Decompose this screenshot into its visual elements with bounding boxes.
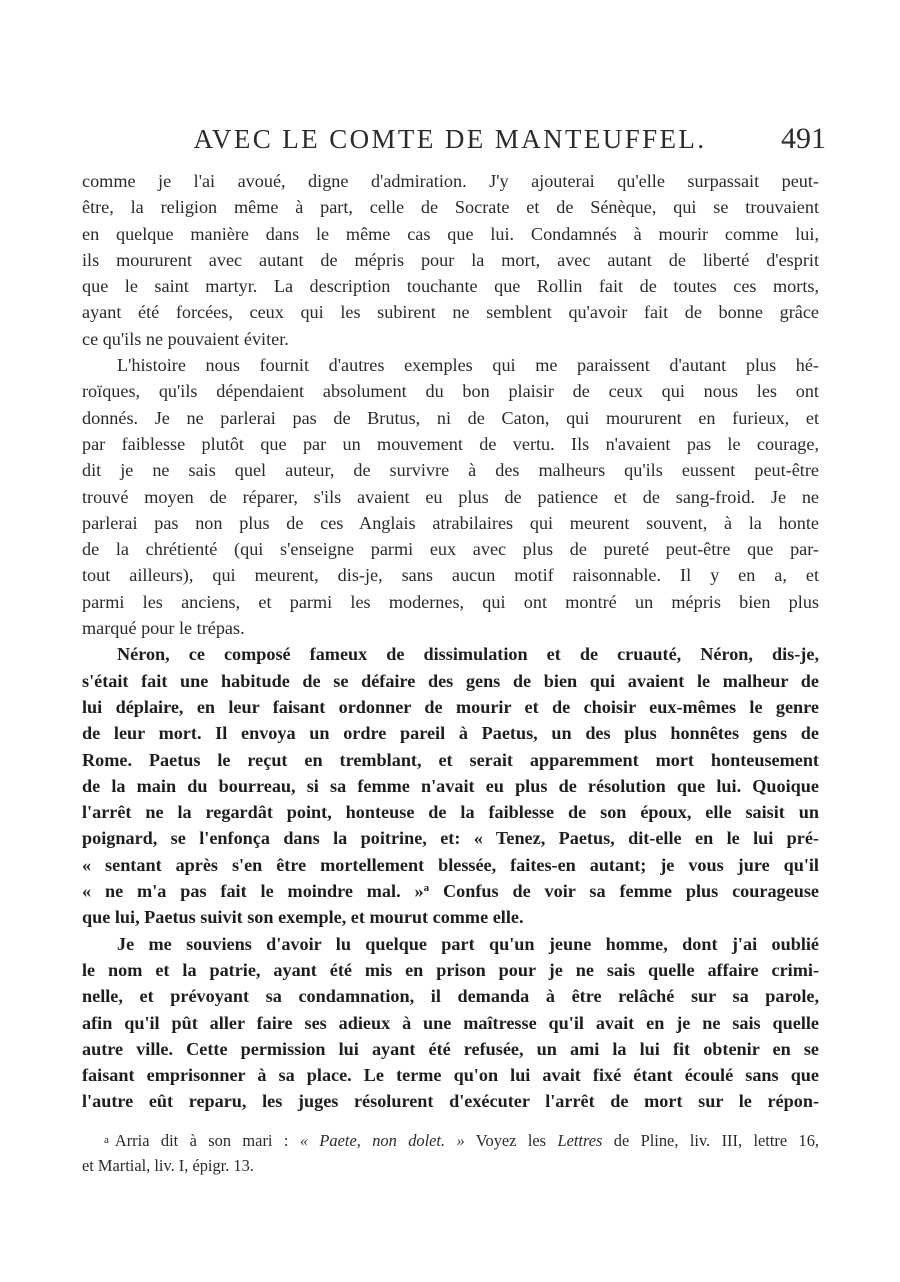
text-line: L'histoire nous fournit d'autres exemples qui me paraissent d'autant plus hé- bbox=[117, 355, 819, 376]
paragraph-3 bbox=[82, 641, 819, 930]
text-line: nelle, et prévoyant sa condamnation, il demanda à être relâché sur sa parole, bbox=[82, 986, 819, 1007]
text-line: l'arrêt ne la regardât point, honteuse de la faiblesse de son époux, elle saisit un bbox=[82, 802, 819, 823]
page-header bbox=[80, 118, 826, 158]
text-line: que lui, Paetus suivit son exemple, et mourut comme elle. bbox=[82, 907, 524, 928]
paragraph-2 bbox=[82, 352, 819, 641]
text-line: de leur mort. Il envoya un ordre pareil à Paetus, un des plus honnêtes gens de bbox=[82, 723, 819, 744]
text-fragment: Confus de voir sa femme plus courageuse bbox=[429, 881, 819, 902]
text-line: ils moururent avec autant de mépris pour la mort, avec autant de liberté d'esprit bbox=[82, 249, 819, 270]
text-line: Je me souviens d'avoir lu quelque part qu'un jeune homme, dont j'ai oublié bbox=[117, 933, 819, 954]
footnote-reference: a bbox=[423, 882, 430, 895]
text-line: ce qu'ils ne pouvaient éviter. bbox=[82, 328, 289, 349]
text-line: trouvé moyen de réparer, s'ils avaient eu plus de patience et de sang-froid. Je ne bbox=[82, 486, 819, 507]
text-line: roïques, qu'ils dépendaient absolument du bon plaisir de ceux qui nous les ont bbox=[82, 381, 819, 402]
text-line-with-note bbox=[82, 878, 819, 904]
text-line: « sentant après s'en être mortellement blessée, faites-en autant; je vous jure qu'il bbox=[82, 854, 819, 875]
text-line: parmi les anciens, et parmi les modernes, qui ont montré un mépris bien plus bbox=[82, 591, 819, 612]
text-line: être, la religion même à part, celle de Socrate et de Sénèque, qui se trouvaient bbox=[82, 197, 819, 218]
text-line: tout ailleurs), qui meurent, dis-je, sans aucun motif raisonnable. Il y en a, et bbox=[82, 565, 819, 586]
paragraph-1 bbox=[82, 168, 819, 352]
text-line: s'était fait une habitude de se défaire des gens de bien qui avaient le malheur de bbox=[82, 670, 819, 691]
text-line: de la main du bourreau, si sa femme n'avait eu plus de résolution que lui. Quoique bbox=[82, 775, 819, 796]
text-line: donnés. Je ne parlerai pas de Brutus, ni de Caton, qui moururent en furieux, et bbox=[82, 407, 819, 428]
text-line: en quelque manière dans le même cas que lui. Condamnés à mourir comme lui, bbox=[82, 223, 819, 244]
text-line: afin qu'il pût aller faire ses adieux à une maîtresse qu'il avait en je ne sais quelle bbox=[82, 1012, 819, 1033]
text-line: poignard, se l'enfonça dans la poitrine, et: « Tenez, Paetus, dit-elle en le lui pré- bbox=[82, 828, 819, 849]
text-line: Rome. Paetus le reçut en tremblant, et serait apparemment mort honteusement bbox=[82, 749, 819, 770]
text-line: Néron, ce composé fameux de dissimulation et de cruauté, Néron, dis-je, bbox=[117, 644, 819, 665]
running-title: AVEC LE COMTE DE MANTEUFFEL. bbox=[193, 124, 707, 154]
text-line: lui déplaire, en leur faisant ordonner de mourir et de choisir eux-mêmes le genre bbox=[82, 696, 819, 717]
text-fragment: « ne m'a pas fait le moindre mal. » bbox=[82, 881, 424, 902]
footnote-line bbox=[82, 1128, 819, 1153]
latin-quote: « Paete, non dolet. » bbox=[299, 1131, 465, 1150]
footnote bbox=[82, 1128, 819, 1178]
page-number: 491 bbox=[781, 122, 826, 155]
work-title: Lettres bbox=[557, 1131, 603, 1150]
text-line: de la chrétienté (qui s'enseigne parmi eux avec plus de pureté peut-être que par- bbox=[82, 539, 819, 560]
text-line: le nom et la patrie, ayant été mis en prison pour je ne sais quelle affaire crimi- bbox=[82, 959, 819, 980]
text-line: que le saint martyr. La description touchante que Rollin fait de toutes ces morts, bbox=[82, 276, 819, 297]
text-line: faisant emprisonner à sa place. Le terme qu'on lui avait fixé étant écoulé sans que bbox=[82, 1065, 819, 1086]
body-text bbox=[82, 168, 819, 1115]
text-fragment: Voyez les bbox=[464, 1131, 558, 1150]
text-line: ayant été forcées, ceux qui les subirent ne semblent qu'avoir fait de bonne grâce bbox=[82, 302, 819, 323]
text-fragment: de Pline, liv. III, lettre 16, bbox=[602, 1131, 819, 1150]
text-line: dit je ne sais quel auteur, de survivre à des malheurs qu'ils eussent peut-être bbox=[82, 460, 819, 481]
text-line: l'autre eût reparu, les juges résolurent d'exécuter l'arrêt de mort sur le répon- bbox=[82, 1091, 819, 1112]
footnote-line: et Martial, liv. I, épigr. 13. bbox=[82, 1156, 254, 1175]
text-line: comme je l'ai avoué, digne d'admiration. J'y ajouterai qu'elle surpassait peut- bbox=[82, 171, 819, 191]
text-line: marqué pour le trépas. bbox=[82, 618, 245, 639]
text-line: autre ville. Cette permission lui ayant été refusée, un ami la lui fit obtenir en se bbox=[82, 1038, 819, 1059]
text-fragment: Arria dit à son mari : bbox=[114, 1131, 300, 1150]
text-line: parlerai pas non plus de ces Anglais atrabilaires qui meurent souvent, à la honte bbox=[82, 512, 819, 533]
footnote-marker: a bbox=[104, 1134, 109, 1146]
paragraph-4 bbox=[82, 931, 819, 1115]
text-line: par faiblesse plutôt que par un mouvement de vertu. Ils n'avaient pas le courage, bbox=[82, 433, 819, 454]
